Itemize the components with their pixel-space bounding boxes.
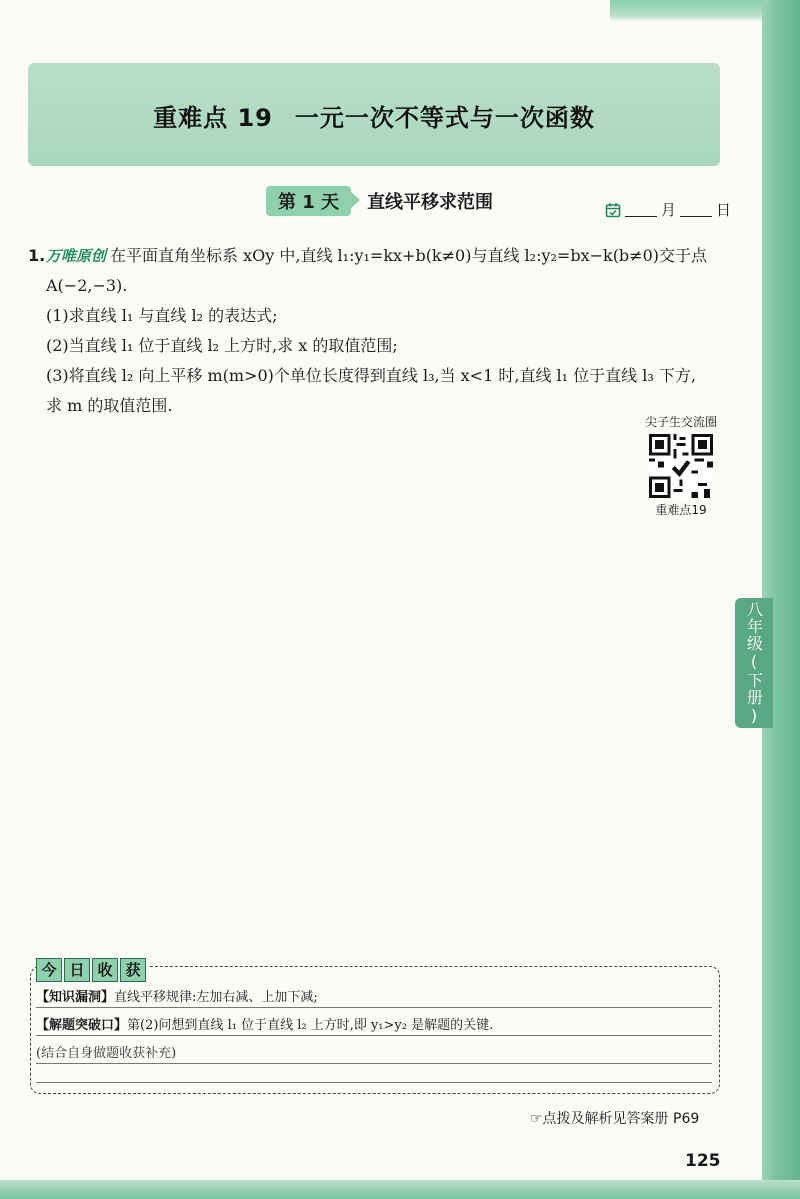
month-label: 月 <box>661 201 677 219</box>
top-edge-strip <box>610 0 762 22</box>
day-heading <box>266 187 493 215</box>
answer-reference: ☞点拨及解析见答案册 P69 <box>530 1111 700 1127</box>
summary-heading-char: 日 <box>64 958 90 982</box>
original-tag: 万唯原创 <box>46 247 107 265</box>
question-stem: 在平面直角坐标系 xOy 中,直线 l₁:y₁=kx+b(k≠0)与直线 l₂:y₂=bx−k(b≠0)交于点 <box>110 246 708 265</box>
day-badge: 第 1 天 <box>266 186 351 216</box>
day-blank[interactable] <box>680 202 712 217</box>
day-title: 直线平移求范围 <box>367 192 494 213</box>
question-1 <box>28 241 728 421</box>
summary-line-notes[interactable] <box>36 1042 712 1064</box>
knowledge-gap-label: 【知识漏洞】 <box>36 990 115 1005</box>
breakthrough-text: 第(2)问想到直线 l₁ 位于直线 l₂ 上方时,即 y₁>y₂ 是解题的关键. <box>127 1018 494 1033</box>
qr-bottom-label: 重难点19 <box>655 503 707 517</box>
summary-blank-line[interactable] <box>36 1066 712 1083</box>
title-number: 重难点 19 <box>153 104 273 132</box>
summary-heading-char: 今 <box>36 958 62 982</box>
question-line-2: A(−2,−3). <box>46 276 128 295</box>
knowledge-gap-text: 直线平移规律:左加右减、上加下减; <box>114 990 318 1005</box>
question-part-2: (2)当直线 l₁ 位于直线 l₂ 上方时,求 x 的取值范围; <box>46 336 398 355</box>
grade-side-tab: 八年级(下册) <box>735 598 773 728</box>
summary-heading-char: 获 <box>120 958 146 982</box>
question-part-3-cont: 求 m 的取值范围. <box>46 396 173 415</box>
header-banner <box>28 63 720 166</box>
date-field <box>605 199 731 220</box>
month-blank[interactable] <box>625 202 657 217</box>
summary-heading-char: 收 <box>92 958 118 982</box>
page-number: 125 <box>685 1151 721 1171</box>
question-part-1: (1)求直线 l₁ 与直线 l₂ 的表达式; <box>46 306 278 325</box>
notes-prompt: (结合自身做题收获补充) <box>36 1046 177 1061</box>
page-title <box>28 98 720 133</box>
question-number: 1. <box>28 246 46 265</box>
question-line-1 <box>28 241 728 271</box>
qr-top-label: 尖子生交流圈 <box>644 415 717 429</box>
question-part-3: (3)将直线 l₂ 向上平移 m(m>0)个单位长度得到直线 l₃,当 x<1 时,直线 l₁ 位于直线 l₃ 下方, <box>46 366 696 385</box>
title-topic: 一元一次不等式与一次函数 <box>294 104 595 132</box>
daily-summary <box>30 958 720 1088</box>
day-label: 日 <box>716 201 732 219</box>
breakthrough-label: 【解题突破口】 <box>36 1018 128 1033</box>
summary-heading <box>36 958 150 982</box>
calendar-icon <box>605 202 621 218</box>
bottom-edge-strip <box>0 1180 800 1199</box>
qr-code-icon[interactable] <box>649 434 713 498</box>
qr-code-block <box>640 413 722 518</box>
summary-line-knowledge <box>36 986 712 1008</box>
summary-line-breakthrough <box>36 1014 712 1036</box>
